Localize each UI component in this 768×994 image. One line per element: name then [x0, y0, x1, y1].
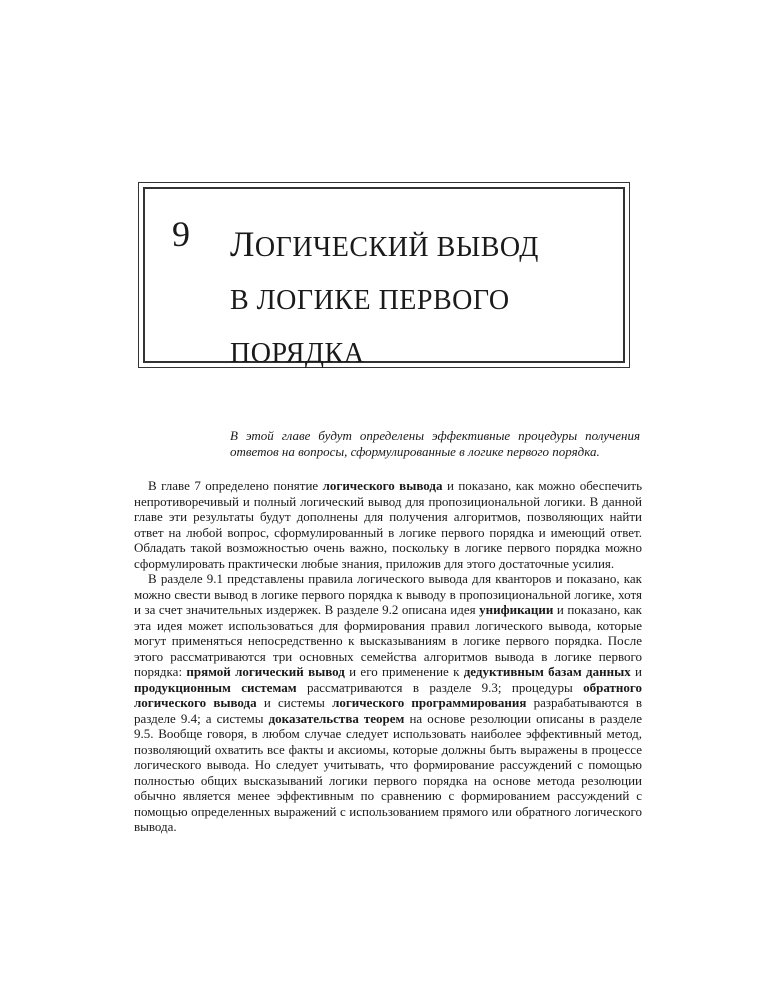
paragraph-2-text: и его применение к — [344, 664, 464, 679]
paragraph-2-text: на основе резолюции описаны в разделе 9.5. Вообще говоря, в любом случае следует использовать наиболее эффективный метод, позволяющий охватить все факты и аксиомы, которые должны быть выражены в процессе логического вывода. Но следует учитывать, что формирование рассуждений с помощью полностью общих высказываний логики первого порядка на основе метода резолюции обычно является менее эффективным по сравнению с формированием рассуждений с помощью определенных выражений с использованием прямого или обратного логического вывода. — [134, 710, 642, 834]
term-forward-chaining: прямой логический вывод — [186, 664, 345, 679]
chapter-body — [134, 478, 642, 835]
chapter-title-line-2: В ЛОГИКЕ ПЕРВОГО — [230, 285, 510, 316]
paragraph-2-text: и — [630, 664, 643, 679]
paragraph-1-text: В главе 7 определено понятие — [148, 478, 323, 493]
term-logic-programming: логического программирования — [332, 695, 527, 710]
paragraph-2 — [134, 571, 642, 835]
chapter-epigraph: В этой главе будут определены эффективные процедуры получения ответов на вопросы, сформулированные в логике первого порядка. — [230, 428, 640, 459]
chapter-title-line-3: ПОРЯДКА — [230, 338, 365, 369]
chapter-number: 9 — [172, 214, 190, 254]
paragraph-1-text: и показано, как можно обеспечить непротиворечивый и полный логический вывод для пропозициональной логики. В данной главе эти результаты будут дополнены для получения алгоритмов, позволяющих найти ответ на любой вопрос, сформулированный в логике первого порядка и имеющий ответ. Обладать такой возможностью очень важно, поскольку в логике первого порядка можно сформулировать практически любые знания, приложив для этого достаточные усилия. — [134, 478, 643, 571]
paragraph-2-text: и показано, как эта идея может использоваться для формирования правил логического вывода, которые могут применяться непосредственно к высказываниям в логике первого порядка. После этого рассматриваются три основных семейства алгоритмов вывода в логике первого порядка: — [134, 602, 643, 679]
term-backward-chaining: обратного логического вывода — [134, 679, 642, 710]
term-deductive-databases: дедуктивным базам данных — [463, 664, 631, 679]
paragraph-2-text: и системы — [256, 695, 333, 710]
chapter-title-line-1-rest: ОГИЧЕСКИЙ ВЫВОД — [254, 232, 539, 263]
term-logical-inference: логического вывода — [322, 478, 443, 493]
paragraph-2-text: В разделе 9.1 представлены правила логического вывода для кванторов и показано, как можно свести вывод в логике первого порядка к выводу в пропозициональной логике, хотя и за счет значительных издержек. В разделе 9.2 описана идея — [134, 571, 642, 617]
chapter-title-line-1 — [230, 224, 539, 264]
paragraph-2-text: рассматриваются в разделе 9.3; процедуры — [296, 679, 584, 695]
term-production-systems: продукционным системам — [134, 679, 297, 695]
chapter-title-initial: Л — [230, 224, 255, 264]
paragraph-1 — [134, 478, 642, 571]
term-theorem-proving: доказательства теорем — [268, 710, 405, 726]
term-unification: унификации — [479, 602, 554, 617]
chapter-title — [230, 218, 539, 380]
paragraph-2-text: разрабатываются в разделе 9.4; а системы — [134, 695, 642, 726]
